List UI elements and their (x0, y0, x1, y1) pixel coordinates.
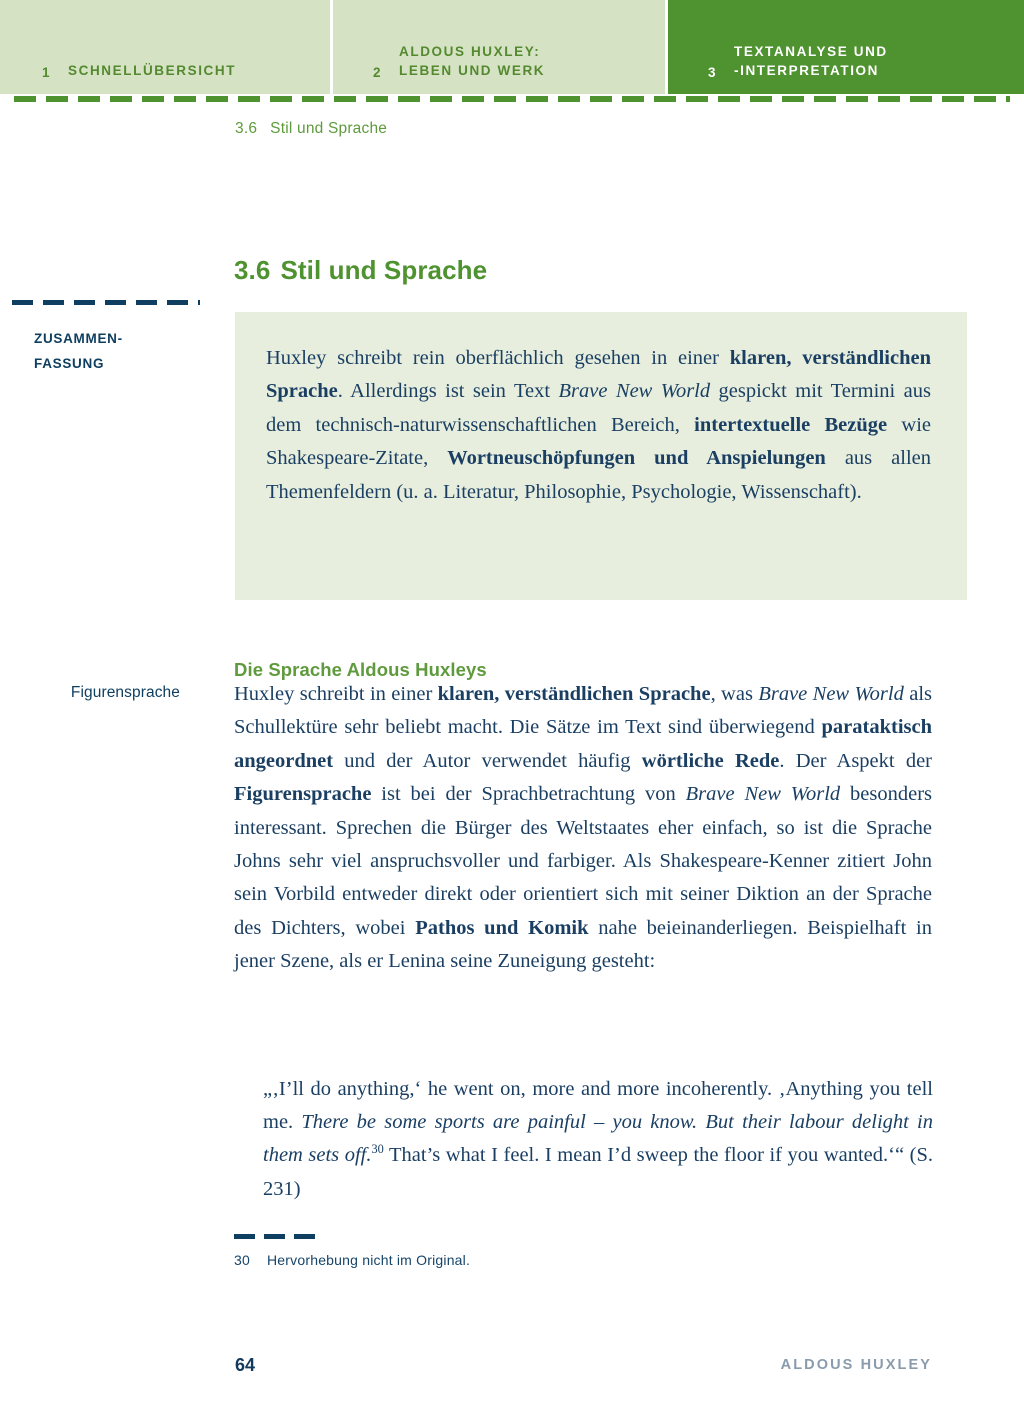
summary-seg-5: aus allen Themenfeldern (u. a. Literatur, Philosophie, Psychologie, Wissenschaft). (266, 447, 931, 503)
summary-bold-3: Wortneuschöpfungen und Anspielungen (447, 447, 826, 470)
tab-textanalyse-und-interpretation[interactable] (668, 0, 1024, 94)
margin-note-zusammenfassung (34, 327, 200, 377)
body-seg-7: besonders interessant. Sprechen die Bürger des Weltstaates eher einfach, so ist die Sprache Johns sehr viel anspruchsvoller und farbiger. Als Shakespeare-Kenner zitiert John sein Vorbild entweder direkt oder orientiert sich mit seiner Diktion an der Sprache des Dichters, wobei (234, 783, 933, 939)
footer-book-title: ALDOUS HUXLEY (780, 1357, 932, 1373)
tab-number: 2 (373, 65, 383, 80)
footnote-marker-30[interactable]: 30 (371, 1142, 384, 1157)
summary-seg-1: Huxley schreibt rein oberflächlich gesehen in einer (266, 347, 730, 369)
footnote-dashed-rule (234, 1234, 317, 1239)
tab-label (399, 42, 545, 80)
body-seg-1: Huxley schreibt in einer (234, 683, 438, 705)
body-paragraph (234, 678, 932, 979)
tab-label-line1: TEXTANALYSE UND (734, 43, 888, 59)
section-title: Stil und Sprache (280, 255, 488, 286)
summary-margin-dashed-rule (12, 300, 200, 305)
summary-text (266, 342, 931, 509)
body-seg-2: , was (710, 683, 759, 705)
quote-italic-1: There be some sports are painful – you know. But their labour delight in them sets off. (263, 1111, 933, 1167)
body-italic-1: Brave New World (758, 683, 904, 705)
tab-number: 3 (708, 65, 718, 80)
body-seg-3: als Schullektüre sehr beliebt macht. Die Sätze im Text sind überwiegend (234, 683, 932, 739)
body-bold-2: parataktisch angeordnet (234, 716, 932, 772)
margin-note-line2: FASSUNG (34, 355, 105, 371)
margin-note-figurensprache: Figurensprache (70, 684, 180, 701)
tab-label-line2: LEBEN UND WERK (399, 62, 546, 78)
summary-italic-1: Brave New World (558, 380, 711, 403)
summary-seg-3: gespickt mit Termini aus dem technisch-naturwissenschaftlichen Bereich, (266, 380, 931, 436)
summary-box (235, 312, 967, 600)
body-seg-4: und der Autor verwendet häufig (333, 749, 642, 772)
summary-bold-1: klaren, verständlichen Sprache (266, 347, 931, 403)
running-head-number: 3.6 (235, 120, 258, 137)
page-number: 64 (235, 1355, 256, 1375)
body-bold-4: Figurensprache (234, 783, 372, 806)
tab-aldous-huxley-leben-und-werk[interactable] (333, 0, 665, 94)
chapter-tab-bar (0, 0, 1024, 94)
running-head-title: Stil und Sprache (270, 120, 388, 137)
body-seg-8: nahe beieinanderliegen. Beispielhaft in jener Szene, als er Lenina seine Zuneigung gesteht: (234, 916, 932, 973)
tab-label-line1: SCHNELLÜBERSICHT (68, 62, 237, 78)
body-bold-1: klaren, verständlichen Sprache (437, 683, 711, 705)
quote-seg-1: „‚I’ll do anything,‘ he went on, more and more incoherently. ‚Anything you tell me. (263, 1078, 933, 1134)
body-seg-6: ist bei der Sprachbetrachtung von (371, 783, 686, 806)
body-subheading: Die Sprache Aldous Huxleys (234, 659, 487, 681)
tab-number: 1 (42, 65, 52, 80)
section-number: 3.6 (234, 255, 271, 286)
page-title (234, 255, 487, 286)
footnote-30 (234, 1252, 934, 1268)
tab-label (68, 61, 236, 80)
tab-schnelluebersicht[interactable] (0, 0, 330, 94)
tab-label-line2: -INTERPRETATION (734, 62, 879, 78)
tab-label-line1: ALDOUS HUXLEY: (399, 43, 541, 59)
tab-label (734, 42, 888, 80)
body-italic-2: Brave New World (685, 783, 841, 806)
body-seg-5: . Der Aspekt der (779, 749, 932, 772)
footnote-number: 30 (234, 1252, 250, 1268)
summary-seg-2: . Allerdings ist sein Text (337, 380, 559, 403)
footnote-text: Hervorhebung nicht im Original. (267, 1252, 471, 1268)
margin-note-line1: ZUSAMMEN- (34, 331, 123, 346)
running-head (235, 120, 387, 138)
header-dashed-rule (14, 96, 1010, 102)
summary-bold-2: intertextuelle Bezüge (694, 413, 888, 436)
quotation-block (263, 1073, 933, 1206)
summary-seg-4: wie Shakespeare-Zitate, (266, 413, 931, 470)
body-bold-3: wörtliche Rede (641, 749, 780, 772)
body-bold-5: Pathos und Komik (415, 916, 589, 939)
quote-seg-2: That’s what I feel. I mean I’d sweep the floor if you wanted.‘“ (S. 231) (263, 1144, 933, 1200)
